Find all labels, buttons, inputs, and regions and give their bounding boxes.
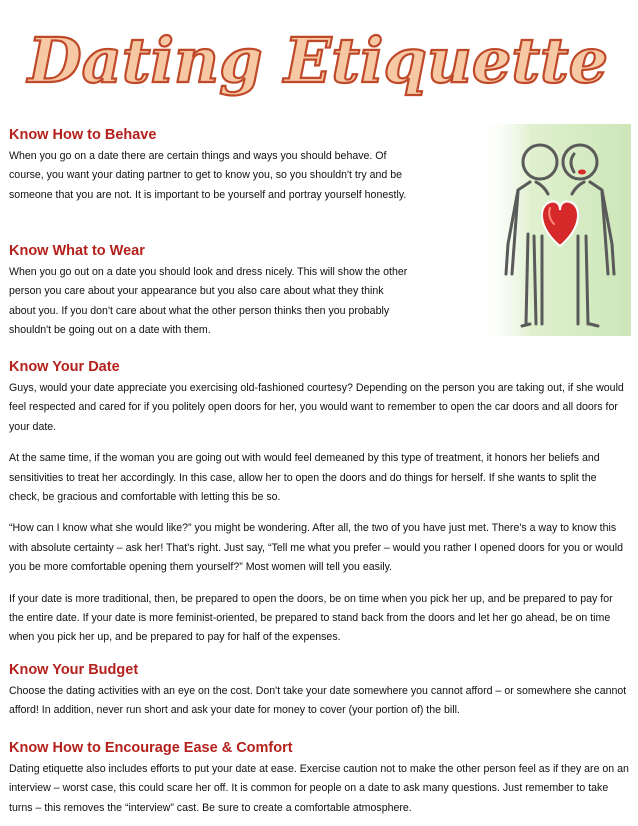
section-heading: Know Your Date (9, 359, 120, 375)
section-know-your-budget (9, 661, 629, 721)
section-paragraph: When you go on a date there are certain things and ways you should behave. Of course, you want your dating partner to get to know you, so you shouldn't try and be someone that you are not. It is important to be yourself and portray yourself honestly. (9, 150, 407, 201)
section-paragraph: Guys, would your date appreciate you exercising old-fashioned courtesy? Depending on the person you are taking out, if she would feel respected and cared for if you politely open doors for her, you would want to remember to open the car doors and all doors for your date. (9, 382, 624, 433)
section-paragraph: “How can I know what she would like?” you might be wondering. After all, the two of you have just met. There's a way to know this with absolute certainty – ask her! That's right. Just say, “Tell me what you prefer – would you rather I opened doors for you or would you be more comfortable opening them yourself?” Most women will tell you easily. (9, 522, 624, 574)
section-know-how-to-behave (9, 126, 409, 205)
section-heading: Know What to Wear (9, 243, 145, 259)
section-paragraph: Choose the dating activities with an eye on the cost. Don't take your date somewhere you cannot afford – or somewhere she cannot afford! In addition, never run short and ask your date for money to cover (your portion of) the bill. (9, 685, 627, 717)
document-title (27, 6, 609, 106)
section-encourage-ease-comfort (9, 739, 629, 818)
section-paragraph: When you go out on a date you should look and dress nicely. This will show the other person you care about your appearance but you also care about what they think about you. If you don't care about what the other person thinks then you probably shouldn't be going out on a date with them. (9, 266, 408, 337)
section-paragraph: If your date is more traditional, then, be prepared to open the doors, be on time when you pick her up, and be prepared to pay for the entire date. If your date is more feminist-oriented, be prepared to stand back from the doors and let her go ahead, be on time when you pick her up, and be prepared to pay for half of the expenses. (9, 592, 613, 644)
section-heading: Know How to Behave (9, 127, 157, 143)
section-paragraph: Dating etiquette also includes efforts to put your date at ease. Exercise caution not to make the other person feel as if they are on an interview – worst case, this could scare her off. It is common for people on a date to ask many questions. Just remember to take turns – this removes the “interview” cast. Be sure to create a comfortable atmosphere. (9, 763, 629, 814)
title-text: Dating Etiquette (27, 24, 609, 97)
section-know-your-date (9, 358, 629, 648)
couple-heart-icon (478, 124, 631, 336)
section-heading: Know How to Encourage Ease & Comfort (9, 740, 293, 756)
section-heading: Know Your Budget (9, 662, 139, 678)
section-paragraph: At the same time, if the woman you are going out with would feel demeaned by this type of treatment, it honors her beliefs and sensitivities to treat her accordingly. In this case, allow her to open the doors and do things for herself. If she wants to split the check, be gracious and comfortable with letting this be so. (9, 452, 600, 504)
section-know-what-to-wear (9, 242, 409, 341)
